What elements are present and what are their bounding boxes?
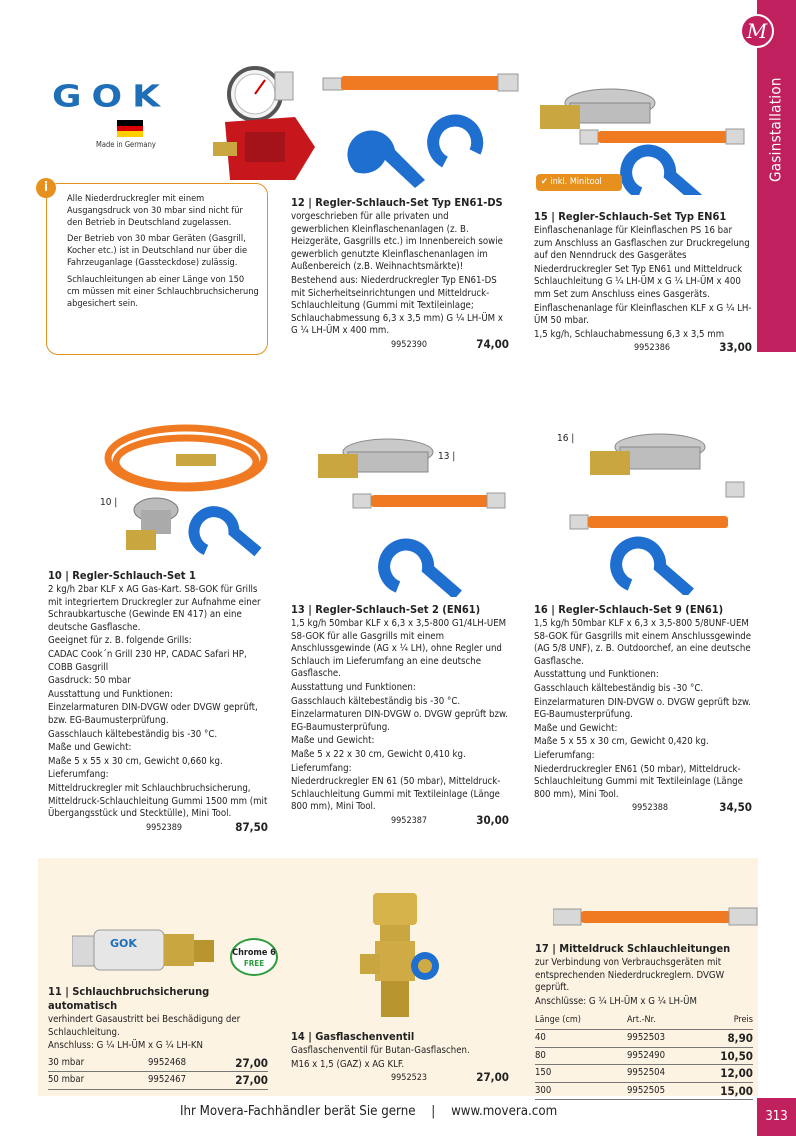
product-11	[48, 985, 268, 1090]
info-text: Alle Niederdruckregler mit einem Ausgangsdruck von 30 mbar sind nicht für den Betrieb in Deutschland zugelassen.	[67, 193, 243, 229]
product-desc: Bestehend aus: Niederdruckregler Typ EN61-DS mit Sicherheitseinrichtungen und Mitteldruck-Schlauchleitung (Gummi mit Textileinlage; Schlauchabmessung 6,3 x 3,5 mm) G ¼ LH-ÜM x G ¼ LH-ÜM x 400 mm.	[291, 274, 503, 337]
length-cell: 300	[535, 1082, 627, 1100]
product-title: 15 | Regler-Schlauch-Set Typ EN61	[534, 210, 727, 223]
article-number: 9952504	[627, 1065, 695, 1083]
product-title: 17 | Mitteldruck Schlauchleitungen	[535, 942, 731, 955]
product-image-11	[72, 922, 222, 984]
product-desc: Lieferumfang:	[48, 769, 109, 781]
price: 33,00	[719, 340, 752, 355]
image-number: 10 |	[100, 497, 118, 508]
product-desc: 1,5 kg/h 50mbar KLF x 6,3 x 3,5-800 G1/4LH-UEM S8-GOK für alle Gasgrills mit einem Anschlussgewinde (AG x ¼ LH), ohne Regler und Schlauch im Lieferumfang an eine deutsche Gasflasche.	[291, 618, 507, 680]
product-desc: Anschlüsse: G ¼ LH-ÜM x G ¼ LH-ÜM	[535, 995, 697, 1007]
table-row	[48, 1072, 268, 1090]
article-number: 9952388	[632, 803, 669, 814]
table-row	[48, 1055, 268, 1072]
product-desc: Maße und Gewicht:	[48, 742, 132, 754]
product-image-13	[298, 432, 510, 597]
price: 30,00	[476, 812, 509, 827]
info-box	[46, 183, 268, 355]
product-desc: 2 kg/h 2bar KLF x AG Gas-Kart. S8-GOK für Grills mit integriertem Druckregler zur Aufnahme einer Schraubkartusche (Gewinde EN 417) an eine deutsche Gasflasche.	[48, 584, 261, 633]
info-text: Der Betrieb von 30 mbar Geräten (Gasgrill, Kocher etc.) ist in Deutschland nur über die Fahrzeuganlage (Gassteckdose) zulässig.	[67, 233, 248, 269]
product-desc: Einzelarmaturen DIN-DVGW oder DVGW geprüft, bzw. EG-Baumusterprüfung.	[48, 702, 258, 726]
price-row	[291, 336, 509, 353]
length-price-table	[535, 1012, 753, 1100]
footer-text: Ihr Movera-Fachhändler berät Sie gerne	[180, 1104, 416, 1119]
product-desc: zur Verbindung von Verbrauchsgeräten mit entsprechenden Niederdruckreglern. DVGW geprüft.	[535, 957, 725, 994]
product-desc: Ausstattung und Funktionen:	[534, 669, 659, 681]
image-number: 13 |	[438, 451, 456, 462]
badge-text: Chrome 6	[232, 948, 276, 958]
article-number: 9952490	[627, 1047, 695, 1065]
column-header: Länge (cm)	[535, 1012, 627, 1029]
variant-table	[48, 1055, 268, 1090]
price: 74,00	[476, 336, 509, 351]
price: 34,50	[719, 800, 752, 815]
product-desc: Einflaschenanlage für Kleinflaschen KLF x G ¼ LH-ÜM 50 mbar.	[534, 302, 752, 327]
product-desc: vorgeschrieben für alle privaten und gewerblichen Kleinflaschenanlagen (z. B. Heizgeräte, Gasgrills etc.) im Innenbereich sowie gewerblich genutzte Kleinflaschenanlagen im Außenbereich (z.B. Weihnachtsmärkte)!	[291, 211, 503, 273]
product-desc: Niederdruckregler Set Typ EN61 und Mitteldruck Schlauchleitung G ¼ LH-ÜM x G ¼ LH-ÜM x 400 mm Set zum Anschluss eines Gasgeräts.	[534, 263, 743, 300]
product-desc: Gasschlauch kältebeständig bis -30 °C.	[534, 682, 704, 694]
price: 27,00	[213, 1072, 269, 1090]
table-row	[535, 1047, 753, 1065]
product-image-12	[205, 62, 520, 192]
product-10	[48, 569, 268, 836]
footer	[180, 1106, 740, 1119]
product-desc: M16 x 1,5 (GAZ) x AG KLF.	[291, 1058, 405, 1070]
product-15	[534, 210, 752, 356]
product-image-14	[345, 888, 445, 1023]
product-desc: Niederdruckregler EN61 (50 mbar), Mitteldruck-Schlauchleitung Gummi mit Textileinlage (Länge 800 mm), Mini Tool.	[534, 763, 743, 800]
product-image-17	[553, 903, 763, 931]
product-desc: Mitteldruckregler mit Schlauchbruchsicherung, Mitteldruck-Schlauchleitung Gummi 1500 mm (mit Übergangsstück und Stecktülle), Mini Tool.	[48, 782, 268, 820]
minitool-badge: ✔ inkl. Minitool	[536, 174, 622, 191]
product-desc: Einzelarmaturen DIN-DVGW o. DVGW geprüft bzw. EG-Baumusterprüfung.	[291, 709, 508, 733]
product-13	[291, 603, 509, 829]
length-cell: 40	[535, 1029, 627, 1047]
product-desc: Einflaschenanlage für Kleinflaschen PS 16 bar zum Anschluss an Gasflaschen zur Druckregelung auf den Nenndruck des Gasgerätes	[534, 225, 750, 262]
price-row	[291, 1072, 509, 1086]
product-desc: Geeignet für z. B. folgende Grills:	[48, 635, 192, 647]
article-number: 9952505	[627, 1082, 695, 1100]
info-text: Schlauchleitungen ab einer Länge von 150 cm müssen mit einer Schlauchbruchsicherung abgesichert sein.	[67, 273, 259, 309]
price: 87,50	[235, 819, 268, 834]
product-desc: Ausstattung und Funktionen:	[48, 688, 173, 700]
product-desc: 1,5 kg/h 50mbar KLF x 6,3 x 3,5-800 5/8UNF-UEM S8-GOK für Gasgrills mit einem Anschlussgewinde (AG 5/8 UNF), z. B. Outdoorchef, an eine deutsche Gasflasche.	[534, 618, 752, 667]
product-desc: verhindert Gasaustritt bei Beschädigung der Schlauchleitung.	[48, 1014, 241, 1038]
price-row	[534, 342, 752, 356]
product-17	[535, 942, 753, 1100]
product-desc: CADAC Cook´n Grill 230 HP, CADAC Safari HP, COBB Gasgrill	[48, 648, 247, 673]
length-cell: 150	[535, 1065, 627, 1083]
svg-text:GOK: GOK	[110, 937, 137, 950]
article-number: 9952387	[391, 815, 428, 826]
product-desc: Ausstattung und Funktionen:	[291, 681, 416, 693]
table-header	[535, 1012, 753, 1029]
price: 10,50	[695, 1047, 753, 1065]
info-icon: i	[36, 178, 56, 198]
column-header: Art.-Nr.	[627, 1012, 695, 1029]
article-number: 9952390	[391, 339, 428, 350]
product-desc: Anschluss: G ¼ LH-ÜM x G ¼ LH-KN	[48, 1040, 203, 1052]
product-desc: Maße und Gewicht:	[534, 722, 618, 734]
variant-label: 50 mbar	[48, 1072, 148, 1090]
article-number: 9952467	[148, 1072, 213, 1090]
german-flag-icon	[117, 120, 143, 137]
gok-logo: GOK	[52, 79, 171, 114]
product-desc: Maße 5 x 55 x 30 cm, Gewicht 0,420 kg.	[534, 736, 709, 748]
article-number: 9952503	[627, 1029, 695, 1047]
product-16	[534, 603, 752, 816]
page-number: 313	[757, 1098, 796, 1136]
table-row	[535, 1065, 753, 1083]
product-14	[291, 1030, 509, 1086]
product-desc: Maße 5 x 22 x 30 cm, Gewicht 0,410 kg.	[291, 748, 466, 760]
column-header: Preis	[695, 1012, 753, 1029]
footer-link[interactable]: www.movera.com	[451, 1104, 558, 1119]
product-title: 13 | Regler-Schlauch-Set 2 (EN61)	[291, 603, 481, 616]
article-number: 9952386	[634, 343, 671, 354]
product-title: 10 | Regler-Schlauch-Set 1	[48, 569, 196, 582]
price: 15,00	[695, 1082, 753, 1100]
price: 8,90	[695, 1029, 753, 1047]
price-row	[48, 819, 268, 836]
table-row	[535, 1082, 753, 1100]
product-desc: 1,5 kg/h, Schlauchabmessung 6,3 x 3,5 mm	[534, 328, 725, 340]
side-tab-label: Gasinstallation	[766, 77, 785, 183]
product-image-16	[560, 425, 755, 595]
product-12	[291, 196, 509, 353]
article-number: 9952523	[391, 1073, 428, 1084]
badge-text: FREE	[243, 959, 265, 968]
made-in-label: Made in Germany	[96, 140, 156, 149]
product-title: 12 | Regler-Schlauch-Set Typ EN61-DS	[291, 196, 503, 209]
product-desc: Einzelarmaturen DIN-DVGW o. DVGW geprüft bzw. EG-Baumusterprüfung.	[534, 696, 751, 721]
product-desc: Maße 5 x 55 x 30 cm, Gewicht 0,660 kg.	[48, 755, 223, 767]
price-row	[534, 802, 752, 816]
price: 27,00	[213, 1055, 269, 1072]
product-title: 16 | Regler-Schlauch-Set 9 (EN61)	[534, 603, 724, 616]
product-desc: Maße und Gewicht:	[291, 735, 375, 747]
product-image-10	[96, 410, 276, 560]
brand-monogram-icon: M	[740, 14, 774, 48]
product-title: 11 | Schlauchbruchsicherung automatisch	[48, 985, 210, 1012]
article-number: 9952468	[148, 1055, 213, 1072]
table-row	[535, 1029, 753, 1047]
price: 12,00	[695, 1065, 753, 1083]
chrome6-free-badge	[230, 938, 278, 976]
length-cell: 80	[535, 1047, 627, 1065]
price-row	[291, 812, 509, 829]
article-number: 9952389	[146, 822, 183, 833]
product-desc: Lieferumfang:	[291, 762, 352, 774]
footer-separator: |	[431, 1104, 436, 1119]
price: 27,00	[476, 1070, 509, 1085]
product-desc: Gasschlauch kältebeständig bis -30 °C.	[48, 728, 218, 740]
product-desc: Gasschlauch kältebeständig bis -30 °C.	[291, 695, 461, 707]
product-desc: Gasdruck: 50 mbar	[48, 675, 131, 687]
product-desc: Gasflaschenventil für Butan-Gasflaschen.	[291, 1045, 470, 1056]
image-number: 16 |	[557, 433, 575, 444]
variant-label: 30 mbar	[48, 1055, 148, 1072]
product-desc: Niederdruckregler EN 61 (50 mbar), Mitteldruck-Schlauchleitung Gummi mit Textileinlage (Länge 800 mm), Mini Tool.	[291, 776, 501, 813]
product-desc: Lieferumfang:	[534, 749, 595, 761]
product-title: 14 | Gasflaschenventil	[291, 1030, 415, 1043]
